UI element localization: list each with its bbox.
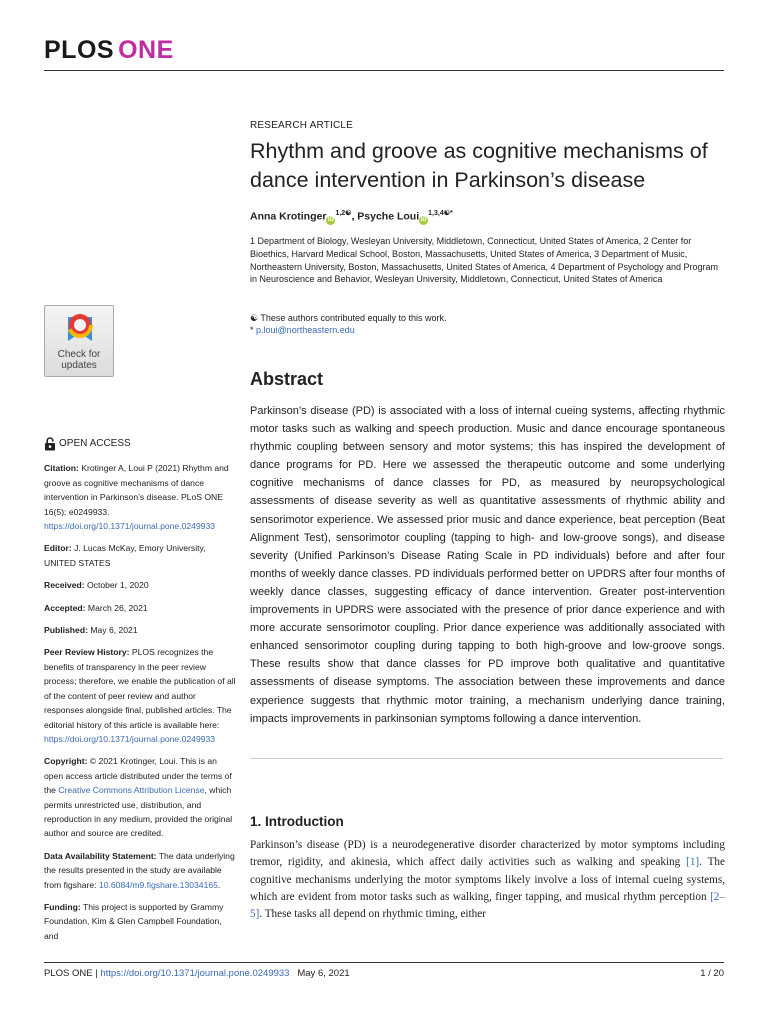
abstract-heading: Abstract xyxy=(250,369,324,389)
header-rule xyxy=(44,70,724,71)
article-title: Rhythm and groove as cognitive mechanisms of dance intervention in Parkinson’s disease xyxy=(250,139,708,192)
author-name[interactable]: Anna Krotinger xyxy=(250,210,327,223)
figshare-link[interactable]: 10.6084/m9.figshare.13034165 xyxy=(98,879,218,890)
article-metadata-sidebar xyxy=(44,437,236,951)
logo-plos: PLOS xyxy=(44,36,115,64)
affiliations: 1 Department of Biology, Wesleyan University, Middletown, Connecticut, United States of America, 2 Center for Bioethics, Harvard Medical School, Boston, Massachusetts, United States of America, 3 Department of Music, Northeastern University, Boston, Massachusetts, United States of America, 4 Department of Psychology and Program in Neuroscience and Behavior, Wesleyan University, Middletown, Connecticut, United States of America xyxy=(250,236,719,285)
crossmark-icon xyxy=(65,311,95,347)
funding-text: This project is supported by Grammy Foundation, Kim & Glen Campbell Foundation, and xyxy=(44,901,224,941)
orcid-icon[interactable]: iD xyxy=(420,216,427,223)
intro-text-part: . These tasks all depend on rhythmic timing, either xyxy=(259,908,486,921)
accepted-block xyxy=(44,601,236,615)
data-availability-tail: . xyxy=(217,879,221,890)
received-date: October 1, 2020 xyxy=(84,580,149,591)
orcid-icon[interactable]: iD xyxy=(327,216,334,223)
data-availability-block xyxy=(44,849,236,892)
equal-contribution-text: These authors contributed equally to this work. xyxy=(260,313,447,323)
open-lock-icon xyxy=(44,437,56,451)
citation-ref-link[interactable]: [2–5] xyxy=(250,890,725,921)
page-number: 1 / 20 xyxy=(700,968,724,979)
open-access-text: OPEN ACCESS xyxy=(59,438,131,449)
data-availability-label: Data Availability Statement: xyxy=(44,850,157,861)
badge-line1: Check for xyxy=(57,349,101,360)
citation-ref-link[interactable]: [1] xyxy=(686,856,700,869)
peer-review-label: Peer Review History: xyxy=(44,647,130,658)
accepted-date: March 26, 2021 xyxy=(85,602,148,613)
editor-block xyxy=(44,541,236,570)
editor-text: J. Lucas McKay, Emory University, UNITED STATES xyxy=(44,543,206,568)
published-date: May 6, 2021 xyxy=(87,625,138,636)
citation-label: Citation: xyxy=(44,463,79,474)
editor-label: Editor: xyxy=(44,543,72,554)
footer-date: May 6, 2021 xyxy=(297,968,350,979)
funding-label: Funding: xyxy=(44,901,81,912)
footer-doi-link[interactable]: https://doi.org/10.1371/journal.pone.0249933 xyxy=(100,968,290,979)
citation-block xyxy=(44,461,236,533)
citation-text: Krotinger A, Loui P (2021) Rhythm and groove as cognitive mechanisms of dance intervention in Parkinson’s disease. PLoS ONE 16(5): e0249933. xyxy=(44,463,229,517)
footer-journal: PLOS ONE | xyxy=(44,968,101,979)
citation-doi-link[interactable]: https://doi.org/10.1371/journal.pone.0249933 xyxy=(44,521,216,532)
corresponding-email xyxy=(250,325,355,335)
copyright-block xyxy=(44,754,236,840)
open-access-label xyxy=(44,437,236,451)
peer-review-link[interactable]: https://doi.org/10.1371/journal.pone.0249933 xyxy=(44,733,216,744)
intro-text-part: Parkinson’s disease (PD) is a neurodegenerative disorder characterized by motor symptoms including tremor, rigidity, and akinesia, which affect daily activities such as walking and speaking xyxy=(250,839,725,869)
peer-review-block xyxy=(44,645,236,746)
check-for-updates-badge[interactable] xyxy=(44,305,114,377)
section-divider xyxy=(250,758,723,759)
equal-contribution-note: ☯ These authors contributed equally to this work. xyxy=(250,313,447,323)
page-footer xyxy=(44,968,350,979)
email-link[interactable]: p.loui@northeastern.edu xyxy=(256,325,355,335)
email-marker: * xyxy=(250,325,254,335)
footer-rule xyxy=(44,962,724,963)
logo-one: ONE xyxy=(118,36,174,64)
received-label: Received: xyxy=(44,580,85,591)
abstract-text: Parkinson’s disease (PD) is associated with a loss of internal cueing systems, affecting rhythmic motor tasks such as walking and speech production. Music and dance encourage spontaneous rhythmic coupling between sensory and motor systems; this has inspired the development of dance programs for PD. Here we assessed the therapeutic outcome and some underlying cognitive mechanisms of dance classes for PD, as measured by neuropsychological assessments of disease severity as well as quantitative assessments of rhythmic ability and sensorimotor experience. We assessed prior music and dance experience, beat perception (Beat Alignment Test), sensorimotor coupling (tapping to high- and low-groove songs), and disease severity (Unified Parkinson’s Disease Rating Scale in PD individuals) before and after four months of weekly dance classes. PD individuals performed better on UPDRS after four months of weekly dance classes, suggesting efficacy of dance intervention. Greater post-intervention improvements in UPDRS were associated with the presence of prior dance experience and with more accurate sensorimotor coupling. Prior dance experience was additionally associated with enhanced sensorimotor coupling during tapping to both high-groove and low-groove songs. These results show that dance classes for PD improve both qualitative and quantitative assessments of disease symptoms. The association between these improvements and dance experience suggests that rhythmic motor training, a mechanism underlying dance training, impacts improvements in parkinsonian symptoms following a dance intervention. xyxy=(250,405,725,725)
introduction-text xyxy=(250,837,725,923)
author-name[interactable]: Psyche Loui xyxy=(357,210,420,223)
intro-text-part: . The cognitive mechanisms underlying the motor symptoms likely involve a loss of internal cueing systems, which are evident from motor tasks such as walking, finger tapping, and musical rhythm perception xyxy=(250,856,725,903)
accepted-label: Accepted: xyxy=(44,602,86,613)
data-availability-text: The data underlying the results presented in the study are available from figshare: xyxy=(44,850,235,890)
published-block xyxy=(44,623,236,637)
author-list: Anna Krotinger $iD^{1,2☯}$, Psyche Loui $iD^{1,3,4☯*}$ xyxy=(250,210,453,223)
published-label: Published: xyxy=(44,625,88,636)
peer-review-text: PLOS recognizes the benefits of transparency in the peer review process; therefore, we enable the publication of all of the content of peer review and author responses alongside final, published articles. The editorial history of this article is available here: xyxy=(44,647,236,730)
funding-block xyxy=(44,900,236,943)
license-link[interactable]: Creative Commons Attribution License xyxy=(58,785,205,796)
copyright-text: © 2021 Krotinger, Loui. This is an open access article distributed under the terms of the xyxy=(44,756,232,796)
journal-logo[interactable] xyxy=(44,36,174,65)
article-type-label: RESEARCH ARTICLE xyxy=(250,120,354,131)
author-affil-sup: 1,3,4☯ xyxy=(428,210,450,217)
author-affil-sup: 1,2☯ xyxy=(335,210,352,217)
introduction-heading: 1. Introduction xyxy=(250,814,344,829)
corresponding-star: * xyxy=(450,210,453,217)
badge-line2: updates xyxy=(61,360,97,371)
copyright-text-tail: , which permits unrestricted use, distribution, and reproduction in any medium, provided the original author and source are credited. xyxy=(44,785,233,839)
received-block xyxy=(44,578,236,592)
copyright-label: Copyright: xyxy=(44,756,88,767)
